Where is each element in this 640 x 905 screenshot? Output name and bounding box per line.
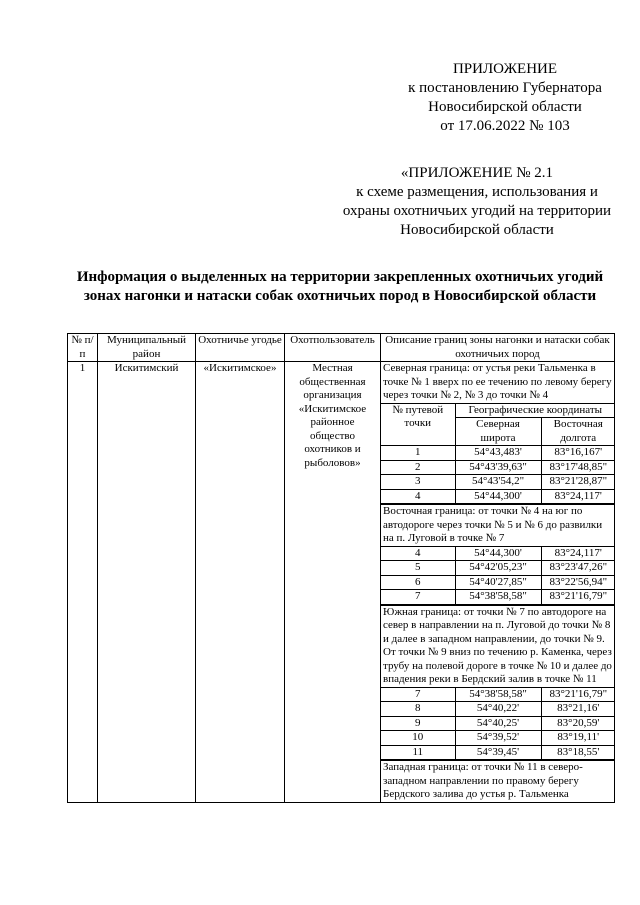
table-header-row	[68, 334, 615, 362]
header-district: Муниципальный район	[98, 334, 196, 362]
title-line: зонах нагонки и натаски собак охотничьих пород в Новосибирской области	[83, 288, 597, 304]
east-longitude: 83°20,59'	[541, 716, 615, 731]
boundary-segment	[381, 606, 614, 762]
boundary-text: Восточная граница: от точки № 4 на юг по автодороге через точки № 5 и № 6 до развилки на п. Луговой в точке № 7	[383, 505, 603, 544]
row-land: «Искитимское»	[196, 362, 285, 803]
point-number: 9	[381, 716, 455, 731]
east-longitude: 83°18,55'	[541, 745, 615, 760]
north-latitude: 54°40,22'	[455, 702, 541, 717]
east-longitude: 83°22'56,94"	[541, 575, 615, 590]
coordinates-row	[381, 590, 615, 605]
boundary-segment	[381, 761, 614, 802]
north-latitude: 54°44,300'	[455, 489, 541, 504]
east-longitude: 83°24,117'	[541, 546, 615, 561]
point-number: 7	[381, 590, 455, 605]
coordinates-row	[381, 460, 615, 475]
coordinates-row	[381, 687, 615, 702]
point-number: 4	[381, 546, 455, 561]
appendix-2-1-line: охраны охотничьих угодий на территории	[342, 203, 612, 219]
point-number: 6	[381, 575, 455, 590]
north-header: Северная широта	[455, 418, 541, 446]
boundary-text: Южная граница: от точки № 7 по автодороге на север в направлении на п. Луговой до точки № 8 и далее в западном направлении, до точки № 9. От точки № 9 вниз по течению р. Каменка, через трубу на полевой дороге в точке № 10 и далее до впадения реки в Бердский залив в точке № 11	[383, 605, 612, 685]
point-number: 2	[381, 460, 455, 475]
north-latitude: 54°39,52'	[455, 731, 541, 746]
coordinates-row	[381, 745, 615, 760]
coordinates-row	[381, 702, 615, 717]
coordinates-row	[381, 446, 615, 461]
appendix-2-1-line: Новосибирской области	[400, 222, 554, 238]
east-longitude: 83°16,167'	[541, 446, 615, 461]
boundary-text: Северная граница: от устья реки Тальменка в точке № 1 вверх по ее течению по левому берегу через точки № 2, № 3 до точки № 4	[383, 362, 612, 401]
north-latitude: 54°44,300'	[455, 546, 541, 561]
appendix-2-1-header	[332, 164, 622, 240]
east-longitude: 83°19,11'	[541, 731, 615, 746]
boundary-segment	[381, 362, 614, 505]
title-line: Информация о выделенных на территории закрепленных охотничьих угодий	[76, 269, 604, 285]
geo-header: Географические координаты	[455, 403, 615, 418]
coordinates-table	[381, 546, 615, 605]
north-latitude: 54°40,25'	[455, 716, 541, 731]
coordinates-row	[381, 475, 615, 490]
appendix-title: ПРИЛОЖЕНИЕ	[452, 61, 558, 77]
appendix-line: к постановлению Губернатора	[408, 80, 602, 96]
east-longitude: 83°21'16,79"	[541, 590, 615, 605]
coordinates-header-row	[381, 403, 615, 418]
point-number: 11	[381, 745, 455, 760]
coordinates-row	[381, 489, 615, 504]
east-longitude: 83°21,16'	[541, 702, 615, 717]
header-num: № п/п	[68, 334, 98, 362]
point-number: 8	[381, 702, 455, 717]
table-row	[68, 362, 615, 803]
north-latitude: 54°40'27,85"	[455, 575, 541, 590]
north-latitude: 54°38'58,58"	[455, 590, 541, 605]
appendix-2-1-line: к схеме размещения, использования и	[356, 184, 598, 200]
point-number: 4	[381, 489, 455, 504]
point-number: 7	[381, 687, 455, 702]
east-longitude: 83°17'48,85"	[541, 460, 615, 475]
document-title	[60, 268, 620, 306]
coordinates-table	[381, 687, 615, 761]
coordinates-row	[381, 546, 615, 561]
appendix-line: Новосибирской области	[428, 99, 582, 115]
east-longitude: 83°21'28,87"	[541, 475, 615, 490]
header-description: Описание границ зоны нагонки и натаски собак охотничьих пород	[381, 334, 615, 362]
point-number: 5	[381, 561, 455, 576]
header-user: Охотпользователь	[285, 334, 381, 362]
point-header: № путевой точки	[381, 403, 455, 446]
east-header: Восточная долгота	[541, 418, 615, 446]
boundary-segments	[381, 362, 614, 802]
coordinates-row	[381, 561, 615, 576]
row-user: Местная общественная организация «Искитимское районное общество охотников и рыболовов»	[285, 362, 381, 803]
point-number: 3	[381, 475, 455, 490]
north-latitude: 54°43'39,63"	[455, 460, 541, 475]
appendix-header	[400, 60, 610, 136]
appendix-2-1-title: «ПРИЛОЖЕНИЕ № 2.1	[400, 165, 554, 181]
row-district: Искитимский	[98, 362, 196, 803]
boundary-text: Западная граница: от точки № 11 в северо-западном направлении по правому берегу Бердского залива до устья р. Тальменка	[383, 761, 583, 800]
coordinates-row	[381, 575, 615, 590]
north-latitude: 54°43'54,2"	[455, 475, 541, 490]
coordinates-row	[381, 731, 615, 746]
north-latitude: 54°43,483'	[455, 446, 541, 461]
coordinates-table	[381, 403, 615, 505]
point-number: 1	[381, 446, 455, 461]
point-number: 10	[381, 731, 455, 746]
row-num: 1	[68, 362, 98, 803]
coordinates-row	[381, 716, 615, 731]
east-longitude: 83°23'47,26"	[541, 561, 615, 576]
east-longitude: 83°21'16,79"	[541, 687, 615, 702]
east-longitude: 83°24,117'	[541, 489, 615, 504]
boundary-description	[381, 362, 615, 803]
north-latitude: 54°38'58,58"	[455, 687, 541, 702]
appendix-date: от 17.06.2022 № 103	[440, 118, 570, 134]
north-latitude: 54°39,45'	[455, 745, 541, 760]
boundary-segment	[381, 505, 614, 606]
header-land: Охотничье угодье	[196, 334, 285, 362]
hunting-zones-table	[67, 333, 615, 803]
north-latitude: 54°42'05,23"	[455, 561, 541, 576]
